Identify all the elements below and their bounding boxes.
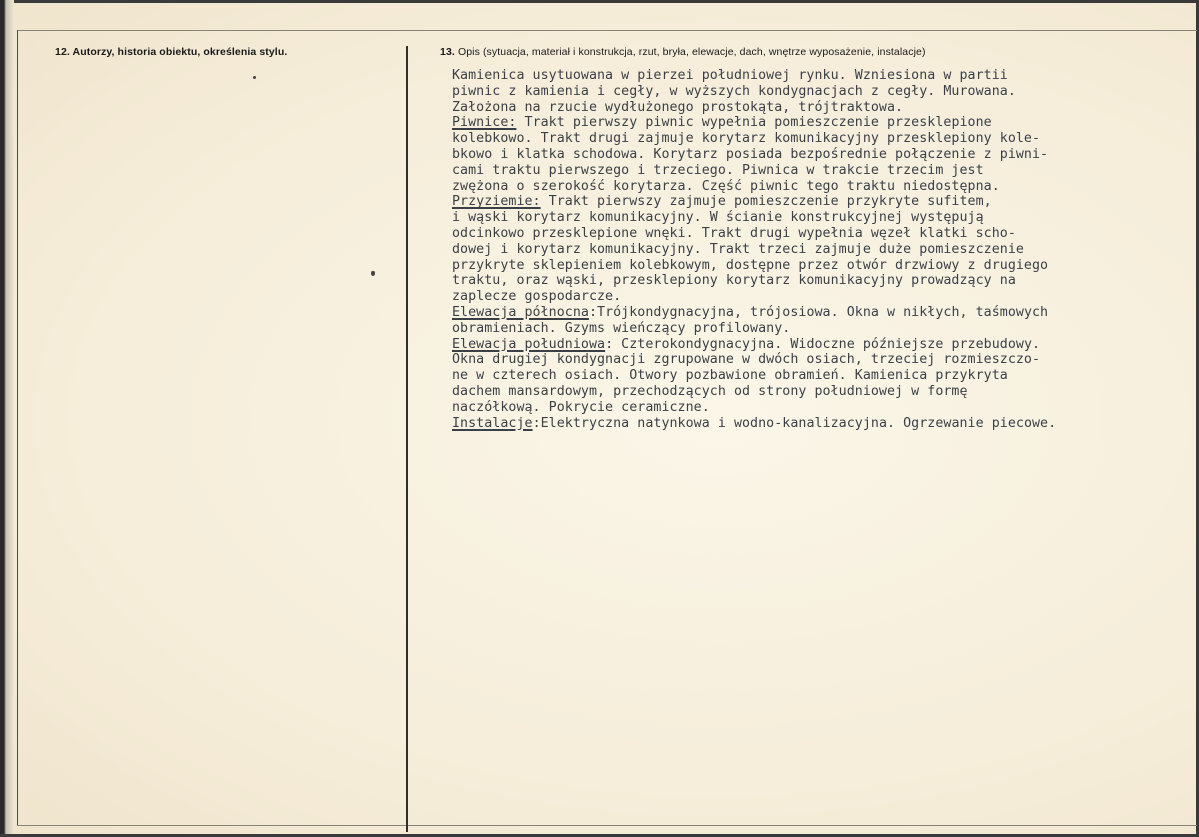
description-line (452, 416, 1192, 432)
description-text: Trakt pierwszy piwnic wypełnia pomieszczenie przesklepione (516, 115, 992, 131)
description-text: i wąski korytarz komunikacyjny. W ścianie konstrukcyjnej występują (452, 210, 984, 226)
description-line (452, 194, 1192, 210)
description-line (452, 258, 1192, 274)
section-13-heading-text: Opis (sytuacja, materiał i konstrukcja, rzut, bryła, elewacje, dach, wnętrze wyposażenie, instalacje) (457, 46, 926, 58)
form-bottom-rule (17, 825, 1197, 826)
description-line (452, 400, 1192, 416)
description-text: dachem mansardowym, przechodzących od strony południowej w formę (452, 383, 968, 399)
column-divider (406, 46, 408, 832)
description-text: piwnic z kamienia i cegły, w wyższych kondygnacjach z cegły. Murowana. (452, 83, 1016, 99)
description-text: przykryte sklepieniem kolebkowym, dostępne przez otwór drzwiowy z drugiego (452, 257, 1049, 273)
description-text: kolebkowo. Trakt drugi zajmuje korytarz komunikacyjny przesklepiony kole- (452, 131, 1041, 147)
ink-dot (253, 76, 256, 79)
scan-edge-top (0, 0, 1199, 3)
description-line (452, 242, 1192, 258)
description-line (452, 273, 1192, 289)
description-line (452, 179, 1192, 195)
description-text: naczółkową. Pokrycie ceramiczne. (452, 399, 710, 415)
description-text: zaplecze gospodarcze. (452, 289, 622, 305)
subsection-label: Instalacje (452, 415, 533, 431)
subsection-label: Piwnice: (452, 115, 517, 131)
description-text: Okna drugiej kondygnacji zgrupowane w dwóch osiach, trzeciej rozmieszczo- (452, 352, 1041, 368)
description-line (452, 131, 1192, 147)
description-line (452, 115, 1192, 131)
description-text: cami traktu pierwszego i trzeciego. Piwnica w trakcie trzecim jest (452, 162, 984, 178)
ink-mark (371, 271, 375, 276)
description-text: :Elektryczna natynkowa i wodno-kanalizacyjna. Ogrzewanie piecowe. (532, 415, 1057, 431)
description-body (452, 68, 1192, 431)
scan-edge-left (0, 0, 14, 837)
description-line (452, 100, 1192, 116)
description-text: Założona na rzucie wydłużonego prostokąta, trójtraktowa. (452, 99, 904, 115)
description-line (452, 289, 1192, 305)
description-text: obramieniach. Gzyms wieńczący profilowany. (452, 320, 791, 336)
section-13-heading (440, 46, 926, 58)
description-line (452, 210, 1192, 226)
description-line (452, 321, 1192, 337)
description-line (452, 368, 1192, 384)
description-line (452, 352, 1192, 368)
description-text: Trakt pierwszy zajmuje pomieszczenie przykryte sufitem, (540, 194, 992, 210)
description-line (452, 84, 1192, 100)
description-line (452, 226, 1192, 242)
description-text: Kamienica usytuowana w pierzei południowej rynku. Wzniesiona w partii (452, 68, 1008, 83)
description-text: zwężona o szerokość korytarza. Część piwnic tego traktu niedostępna. (452, 178, 1000, 194)
section-13-number: 13. (440, 46, 455, 58)
description-line (452, 68, 1192, 84)
form-top-rule (17, 30, 1197, 31)
description-line (452, 147, 1192, 163)
description-text: : Czterokondygnacyjna. Widoczne późniejsze przebudowy. (605, 336, 1041, 352)
description-text: traktu, oraz wąski, przesklepiony korytarz komunikacyjny prowadzący na (452, 273, 1016, 289)
description-text: bkowo i klatka schodowa. Korytarz posiada bezpośrednie połączenie z piwni- (452, 146, 1049, 162)
subsection-label: Przyziemie: (452, 194, 541, 210)
description-text: dowej i korytarz komunikacyjny. Trakt trzeci zajmuje duże pomieszczenie (452, 241, 1024, 257)
description-text: odcinkowo przesklepione wnęki. Trakt drugi wypełnia węzeł klatki scho- (452, 225, 1016, 241)
form-left-border (17, 30, 18, 825)
subsection-label: Elewacja północna (452, 304, 589, 320)
description-text: ne w czterech osiach. Otwory pozbawione obramień. Kamienica przykryta (452, 368, 1008, 384)
subsection-label: Elewacja południowa (452, 336, 606, 352)
description-text: :Trójkondygnacyjna, trójosiowa. Okna w nikłych, taśmowych (588, 304, 1049, 320)
description-line (452, 163, 1192, 179)
section-12-heading: 12. Autorzy, historia obiektu, określenia stylu. (55, 46, 288, 58)
description-line (452, 384, 1192, 400)
description-line (452, 305, 1192, 321)
description-line (452, 337, 1192, 353)
